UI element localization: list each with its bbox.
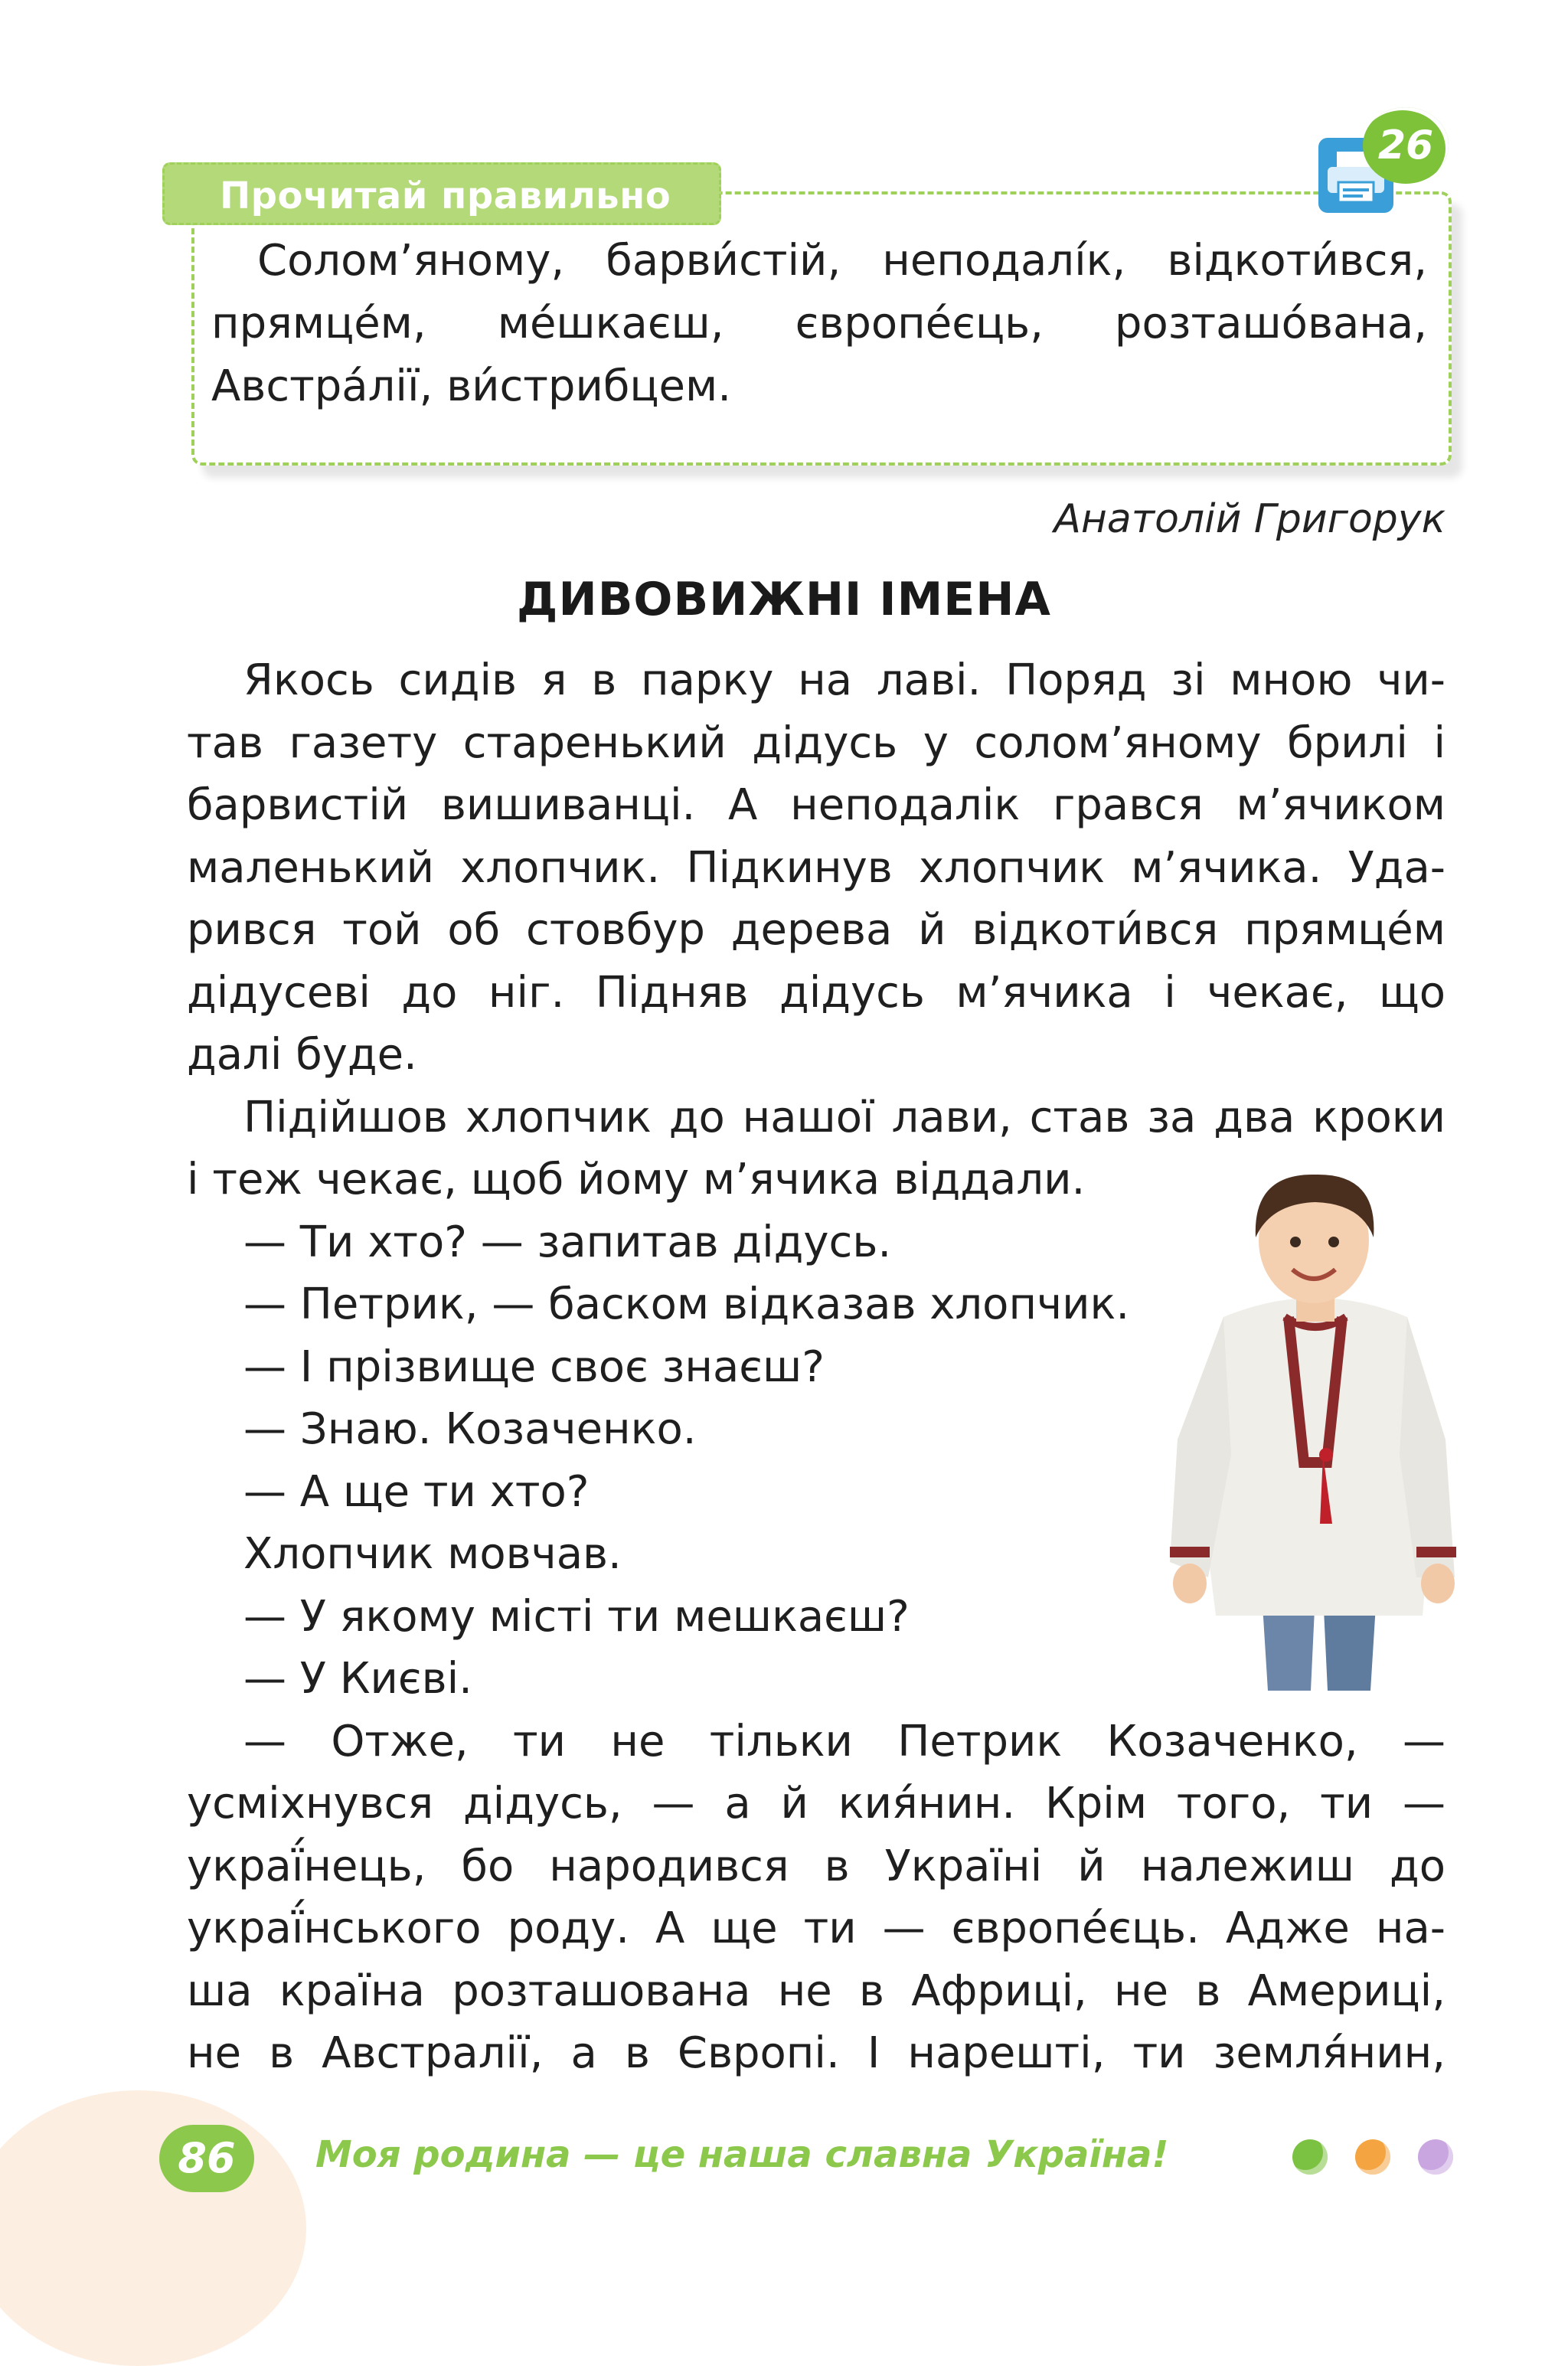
story-line: Якось сидів я в парку на лаві. Поряд зі мною чи- — [243, 655, 1446, 705]
story-line: тав газету старенький дідусь у солом’яному брилі і — [187, 717, 1446, 768]
reading-line: Солом’яному, барви́стій, неподалі́к, відкоти́вся, — [257, 236, 1427, 286]
story-line: — Отже, ти не тільки Петрик Козаченко, — — [243, 1716, 1446, 1766]
story-line: барвистій вишиванці. А неподалік грався м’ячиком — [187, 780, 1446, 830]
story-line: маленький хлопчик. Підкинув хлопчик м’ячика. Уда- — [187, 842, 1446, 893]
story-line: не в Австралії, а в Європі. І нарешті, ти земля́нин, — [187, 2028, 1446, 2078]
purple-dot-icon — [1418, 2139, 1453, 2175]
dialogue-line: — У Києві. — [243, 1654, 472, 1704]
story-line: дідусеві до ніг. Підняв дідусь м’ячика і чекає, що — [187, 967, 1446, 1018]
reading-box-label: Прочитай правильно — [162, 162, 721, 225]
boy-in-vyshyvanka-illustration — [1170, 1164, 1461, 1691]
dialogue-line: — Петрик, — баском відказав хлопчик. — [243, 1279, 1130, 1329]
dialogue-line: — У якому місті ти мешкаєш? — [243, 1591, 910, 1642]
story-line: Підійшов хлопчик до нашої лави, став за два кроки — [243, 1092, 1446, 1142]
story-line: украї́нець, бо народився в Україні й належиш до — [187, 1841, 1446, 1891]
dialogue-line: — І прізвище своє знаєш? — [243, 1341, 825, 1392]
story-line: ша країна розташована не в Африці, не в Америці, — [187, 1966, 1446, 2016]
green-dot-icon — [1292, 2139, 1328, 2175]
story-line: усміхнувся дідусь, — а й кия́нин. Крім того, ти — — [187, 1779, 1446, 1828]
dialogue-line: — А ще ти хто? — [243, 1466, 590, 1517]
story-line: украї́нського роду. А ще ти — європе́єць. Адже на- — [187, 1904, 1446, 1953]
orange-dot-icon — [1355, 2139, 1390, 2175]
reading-line: Австра́лії, ви́стрибцем. — [211, 361, 731, 411]
story-line: далі буде. — [187, 1030, 417, 1080]
author-name: Анатолій Григорук — [1054, 496, 1446, 542]
page-number: 86 — [159, 2125, 254, 2192]
dialogue-line: — Знаю. Козаченко. — [243, 1404, 697, 1454]
story-title: ДИВОВИЖНІ ІМЕНА — [517, 573, 1051, 626]
reading-line: прямце́м, ме́шкаєш, європе́єць, розташо́вана, — [211, 299, 1427, 348]
dialogue-line: Хлопчик мовчав. — [243, 1529, 622, 1579]
reading-words — [211, 230, 1427, 418]
footer-decoration — [0, 2090, 306, 2366]
dialogue-line: — Ти хто? — запитав дідусь. — [243, 1217, 892, 1267]
footer-section-title: Моя родина — це наша славна Україна! — [315, 2133, 1169, 2176]
lesson-number-badge: 26 — [1363, 107, 1449, 184]
story-line: і теж чекає, щоб йому м’ячика віддали. — [187, 1155, 1086, 1204]
story-line: рився той об стовбур дерева й відкоти́вся прямце́м — [187, 905, 1446, 955]
